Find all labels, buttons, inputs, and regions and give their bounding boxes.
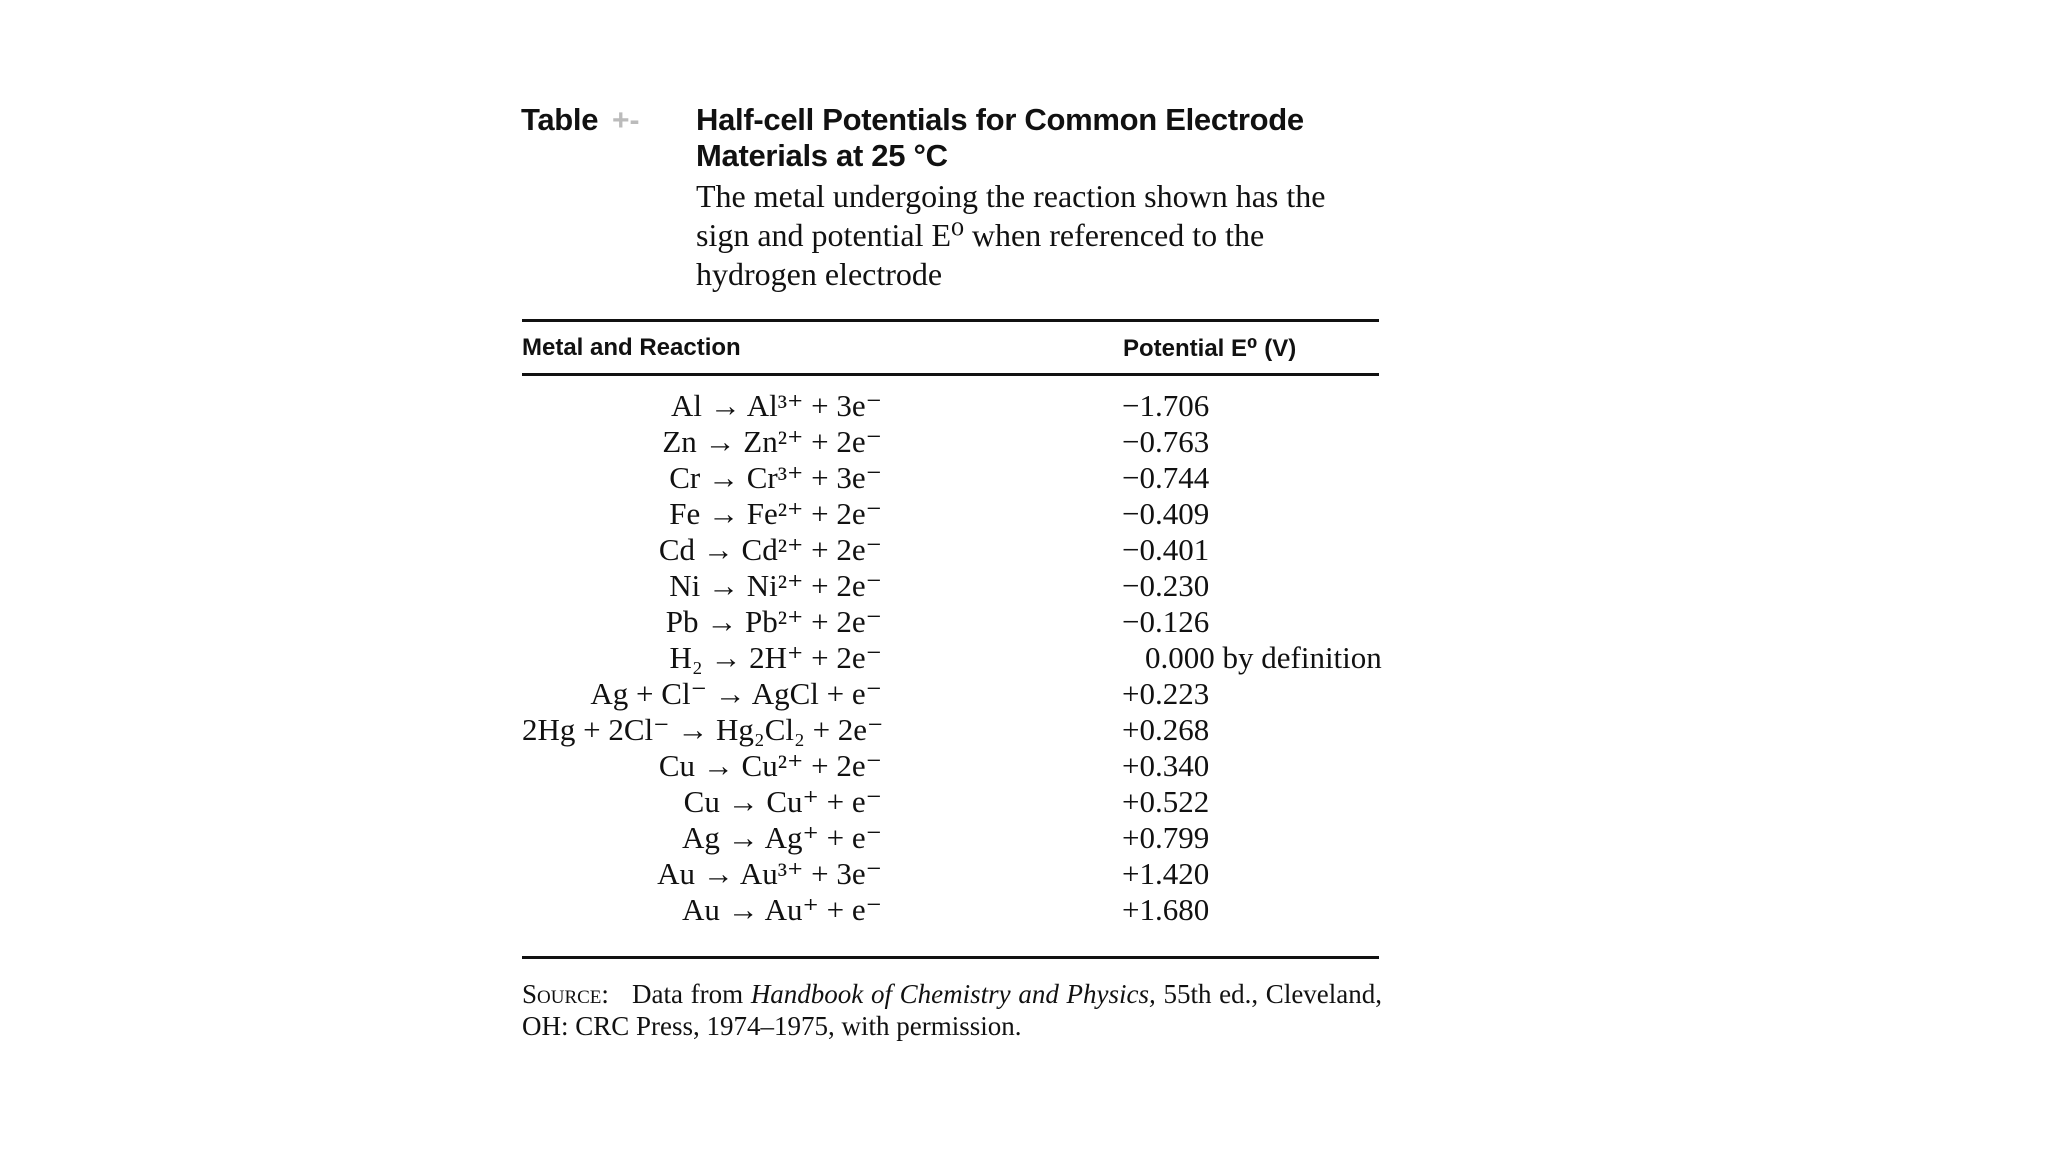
potential-cell: +0.268 bbox=[1122, 712, 1210, 747]
reaction-cell: Pb → Pb²⁺ + 2e⁻ bbox=[665, 604, 882, 639]
table-number: +- bbox=[612, 104, 640, 137]
table-subtitle: The metal undergoing the reaction shown has the sign and potential E⁰ when referenced to the hydrogen electrode bbox=[696, 178, 1326, 292]
column-header-potential: Potential E⁰ (V) bbox=[1123, 335, 1297, 362]
table-row bbox=[522, 496, 1382, 532]
table-row bbox=[522, 532, 1382, 568]
reaction-cell: Au → Au⁺ + e⁻ bbox=[681, 892, 882, 927]
potential-cell: −0.230 bbox=[1122, 568, 1210, 603]
source-text-after: 55th ed., Cleveland, OH: CRC Press, 1974–1975, with permission. bbox=[522, 979, 1383, 1041]
column-header-metal: Metal and Reaction bbox=[522, 334, 741, 361]
potential-cell: +1.680 bbox=[1122, 892, 1210, 927]
top-rule bbox=[522, 319, 1379, 322]
reaction-cell: Cr → Cr³⁺ + 3e⁻ bbox=[669, 460, 882, 495]
table-row bbox=[522, 748, 1382, 784]
reaction-cell: Au → Au³⁺ + 3e⁻ bbox=[657, 856, 882, 891]
reaction-cell: Ag + Cl⁻ → AgCl + e⁻ bbox=[590, 676, 882, 711]
reaction-cell: Ni → Ni²⁺ + 2e⁻ bbox=[669, 568, 882, 603]
potential-cell: +0.340 bbox=[1122, 748, 1210, 783]
table-row bbox=[522, 640, 1382, 676]
source-note bbox=[522, 978, 1382, 1042]
reaction-cell: H₂ → 2H⁺ + 2e⁻ bbox=[669, 640, 882, 675]
reaction-cell: Fe → Fe²⁺ + 2e⁻ bbox=[669, 496, 882, 531]
reaction-cell: Zn → Zn²⁺ + 2e⁻ bbox=[662, 424, 882, 459]
table-row bbox=[522, 568, 1382, 604]
potential-cell: +0.223 bbox=[1122, 676, 1210, 711]
table-row bbox=[522, 784, 1382, 820]
reaction-cell: Al → Al³⁺ + 3e⁻ bbox=[670, 388, 882, 423]
table-caption bbox=[696, 102, 1386, 294]
reaction-cell: 2Hg + 2Cl⁻ → Hg₂Cl₂ + 2e⁻ bbox=[522, 712, 884, 747]
reaction-cell: Cu → Cu⁺ + e⁻ bbox=[683, 784, 882, 819]
potential-cell: +1.420 bbox=[1122, 856, 1210, 891]
potential-cell: −0.763 bbox=[1122, 424, 1210, 459]
table-row bbox=[522, 604, 1382, 640]
source-text-before: Data from bbox=[631, 979, 744, 1009]
table-row bbox=[522, 820, 1382, 856]
potential-cell: +0.522 bbox=[1122, 784, 1210, 819]
reaction-cell: Ag → Ag⁺ + e⁻ bbox=[681, 820, 882, 855]
source-book-title: Handbook of Chemistry and Physics, bbox=[750, 979, 1156, 1009]
bottom-rule bbox=[522, 956, 1379, 959]
potential-cell: −0.409 bbox=[1122, 496, 1210, 531]
potential-cell: −0.744 bbox=[1122, 460, 1210, 495]
reaction-cell: Cd → Cd²⁺ + 2e⁻ bbox=[658, 532, 882, 567]
potential-cell: 0.000 by definition bbox=[1145, 640, 1382, 675]
source-label: Source: bbox=[522, 979, 609, 1009]
table-row bbox=[522, 424, 1382, 460]
table-row bbox=[522, 712, 1382, 748]
table-row bbox=[522, 676, 1382, 712]
table-row bbox=[522, 388, 1382, 424]
potential-cell: +0.799 bbox=[1122, 820, 1210, 855]
table-label: Table bbox=[521, 102, 599, 137]
table-row bbox=[522, 460, 1382, 496]
table-row bbox=[522, 856, 1382, 892]
header-rule bbox=[522, 373, 1379, 376]
potential-cell: −0.126 bbox=[1122, 604, 1210, 639]
potential-cell: −1.706 bbox=[1122, 388, 1210, 423]
potential-cell: −0.401 bbox=[1122, 532, 1210, 567]
table-row bbox=[522, 892, 1382, 928]
table-body bbox=[522, 388, 1382, 928]
reaction-cell: Cu → Cu²⁺ + 2e⁻ bbox=[658, 748, 882, 783]
table-title: Half-cell Potentials for Common Electrode Materials at 25 °C bbox=[696, 102, 1304, 173]
